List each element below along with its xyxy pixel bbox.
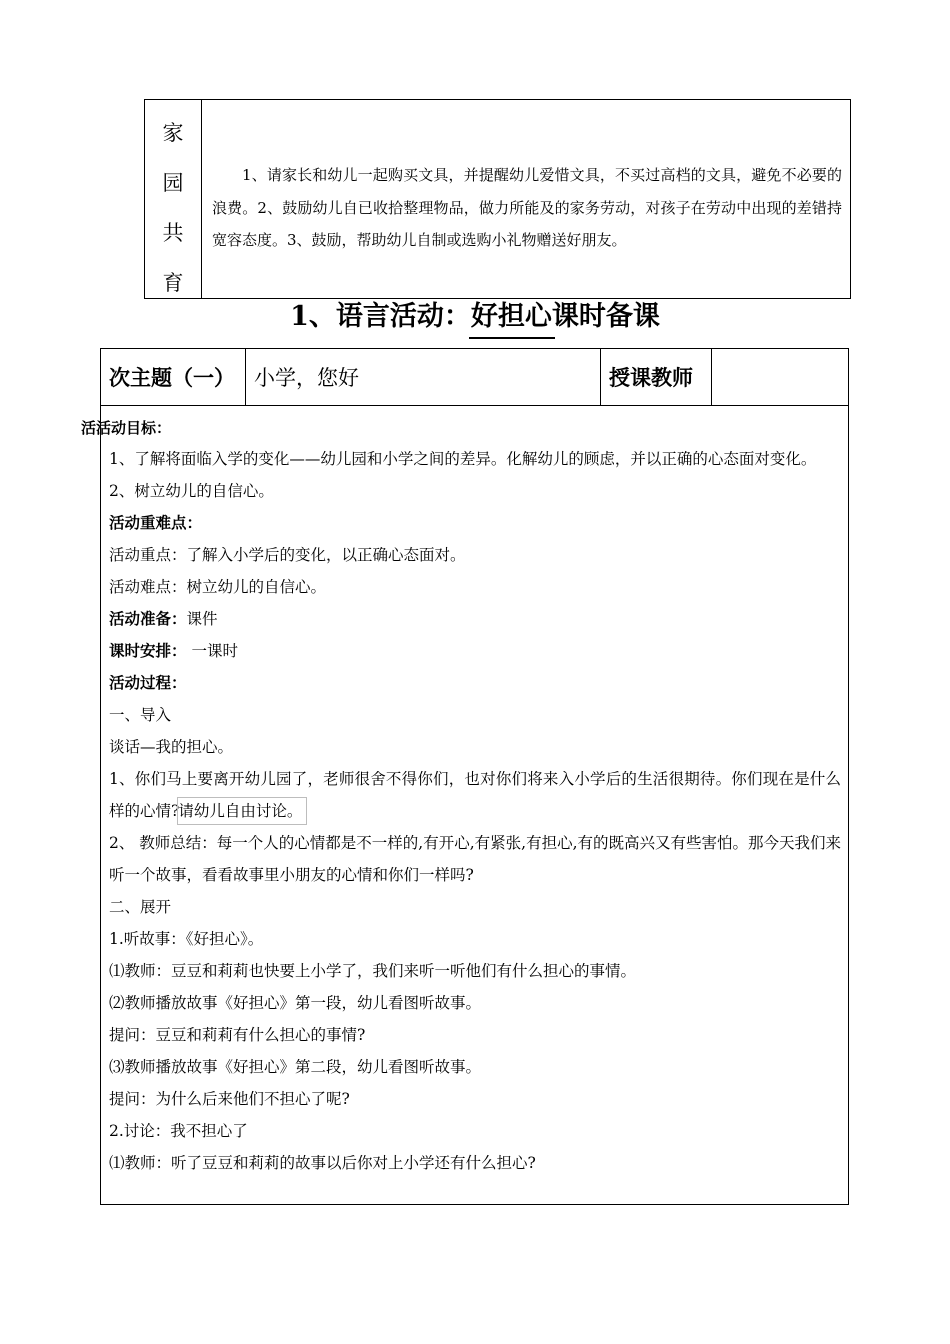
question-2: 提问：为什么后来他们不担心了呢? [109, 1090, 350, 1108]
key-point: 活动重点：了解入小学后的变化，以正确心态面对。 [109, 546, 466, 564]
story-heading: 1.听故事：《好担心》。 [109, 930, 264, 948]
goal-1: 1、了解将面临入学的变化——幼儿园和小学之间的差异。化解幼儿的顾虑，并以正确的心态面对变化。 [109, 450, 817, 468]
subtopic-label: 次主题（一） [101, 349, 246, 405]
question-1: 提问：豆豆和莉莉有什么担心的事情? [109, 1026, 366, 1044]
discuss-heading: 2.讨论：我不担心了 [109, 1122, 248, 1140]
story-1: ⑴教师：豆豆和莉莉也快要上小学了，我们来听一听他们有什么担心的事情。 [109, 962, 637, 980]
goal-heading: 活活动目标： [81, 419, 172, 437]
label-char: 育 [162, 271, 184, 295]
lesson-title: 1、语言活动：好担心课时备课 [290, 301, 660, 332]
home-school-label [145, 100, 202, 298]
hard-point: 活动难点：树立幼儿的自信心。 [109, 578, 327, 596]
lesson-header-table [100, 348, 849, 406]
preparation-label: 活动准备： [109, 609, 187, 628]
expand-heading: 二、展开 [109, 898, 172, 916]
title-underline [469, 337, 555, 339]
preparation-line [109, 603, 841, 635]
home-school-table [144, 99, 851, 299]
process-heading: 活动过程： [109, 673, 187, 692]
talk-line: 谈话—我的担心。 [109, 738, 234, 756]
story-3: ⑶教师播放故事《好担心》第二段，幼儿看图听故事。 [109, 1058, 482, 1076]
teacher-value [712, 349, 848, 405]
time-line [109, 635, 841, 667]
step-1-text: 1、你们马上要离开幼儿园了，老师很舍不得你们，也对你们将来入小学后的生活很期待。你们现在是什么样的心情? [109, 770, 841, 820]
step-1-note: 请幼儿自由讨论。 [177, 797, 307, 825]
subtopic-value: 小学，您好 [246, 349, 601, 405]
key-heading: 活动重难点： [109, 513, 203, 532]
label-char: 园 [162, 171, 184, 195]
goal-2: 2、树立幼儿的自信心。 [109, 482, 274, 500]
lesson-body-text [109, 443, 841, 1179]
time-value: 一课时 [191, 642, 238, 660]
story-2: ⑵教师播放故事《好担心》第一段，幼儿看图听故事。 [109, 994, 482, 1012]
home-school-content: 1、请家长和幼儿一起购买文具，并提醒幼儿爱惜文具，不买过高档的文具，避免不必要的浪费。2、鼓励幼儿自已收拾整理物品，做力所能及的家务劳动，对孩子在劳动中出现的差错持宽容态度。3、鼓励，帮助幼儿自制或选购小礼物赠送好朋友。 [212, 166, 842, 249]
time-label: 课时安排： [109, 641, 187, 660]
preparation-value: 课件 [186, 610, 218, 628]
step-1 [109, 763, 841, 827]
intro-heading: 一、导入 [109, 706, 172, 724]
label-char: 家 [162, 121, 184, 145]
step-2: 2、 教师总结：每一个人的心情都是不一样的,有开心,有紧张,有担心,有的既高兴又有些害怕。那今天我们来听一个故事，看看故事里小朋友的心情和你们一样吗? [109, 834, 842, 884]
teacher-label: 授课教师 [601, 349, 712, 405]
label-char: 共 [162, 221, 184, 245]
discuss-1: ⑴教师：听了豆豆和莉莉的故事以后你对上小学还有什么担心? [109, 1154, 536, 1172]
